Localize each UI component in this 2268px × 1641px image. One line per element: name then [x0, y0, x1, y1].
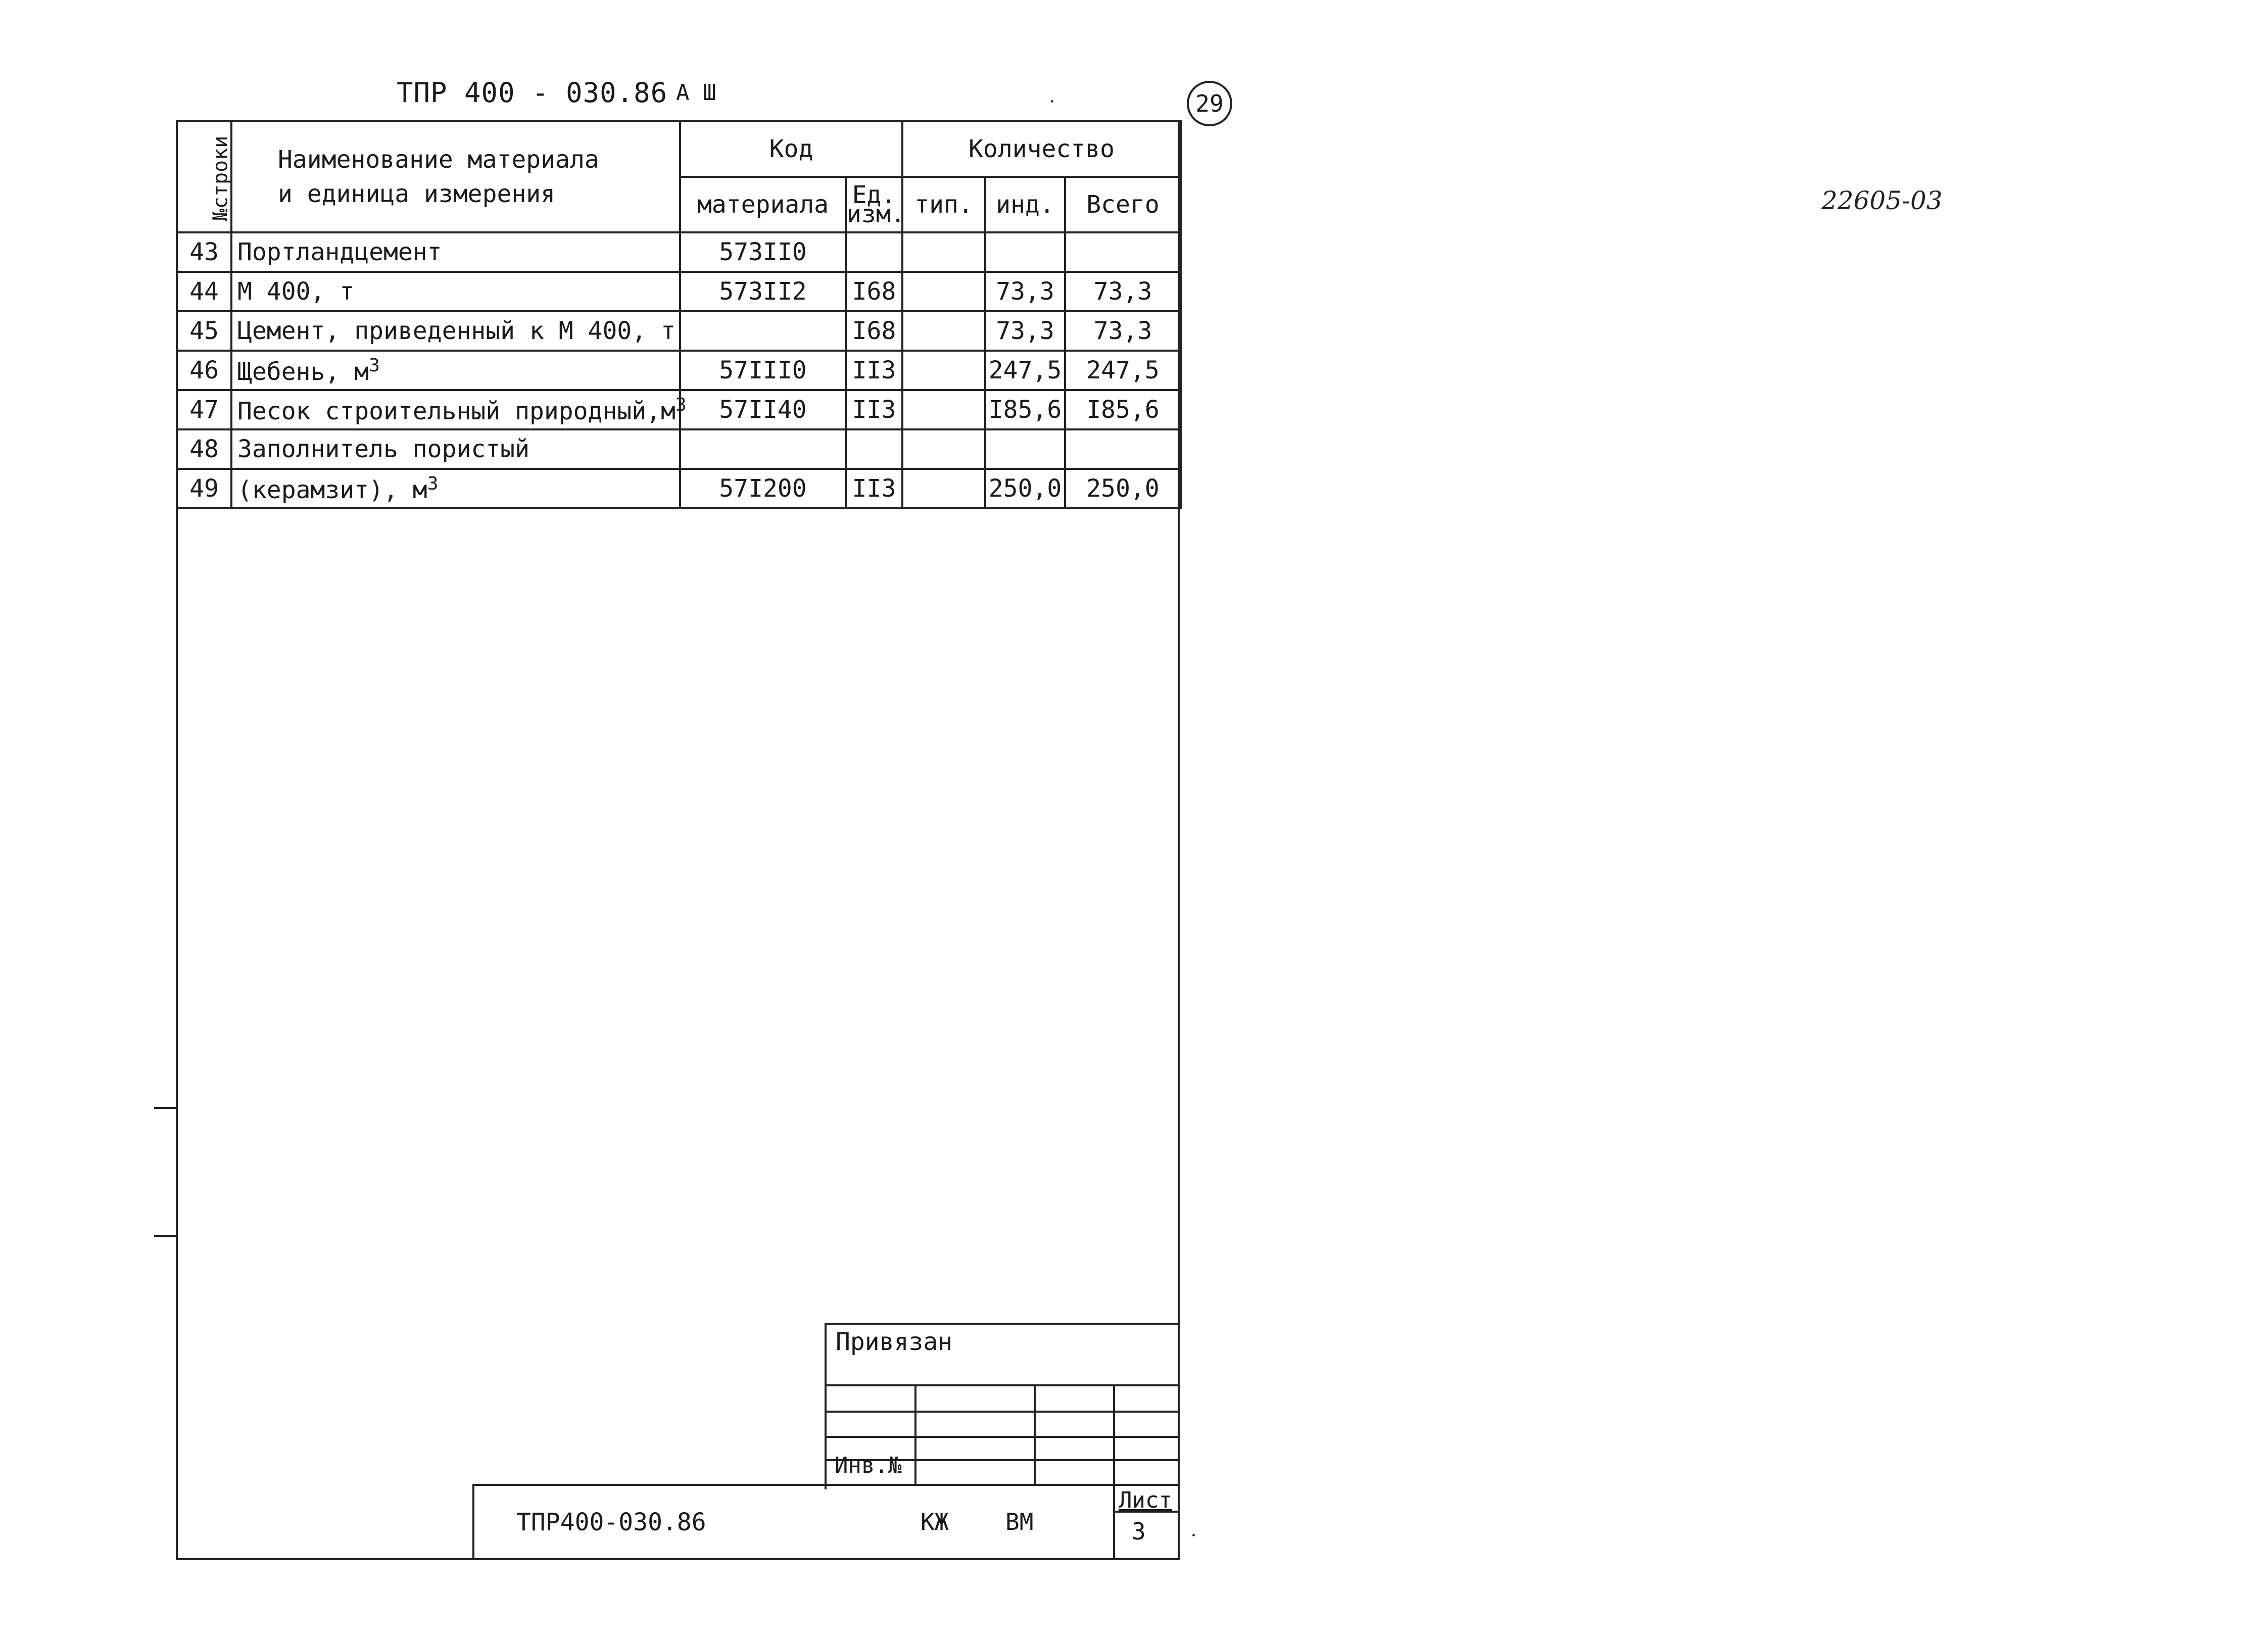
typ-quantity-cell: [902, 311, 985, 351]
ind-quantity-cell: 250,0: [985, 469, 1065, 508]
margin-tick: [154, 1107, 177, 1109]
table-header-row: [177, 121, 1181, 177]
speck: [1051, 100, 1053, 103]
table-row: [177, 351, 1181, 390]
rule: [825, 1384, 1180, 1386]
unit-exponent: 3: [427, 473, 439, 494]
header-code-group: Код: [680, 121, 902, 177]
header-quantity-group: Количество: [902, 121, 1181, 177]
typ-quantity-cell: [902, 390, 985, 429]
attached-label: Привязан: [836, 1328, 953, 1356]
material-code-cell: 57III0: [680, 351, 846, 390]
total-quantity-cell: 73,3: [1065, 311, 1181, 351]
rule: [1034, 1384, 1036, 1485]
page-number-badge: 29: [1187, 81, 1232, 126]
material-code-cell: 57II40: [680, 390, 846, 429]
unit-code-cell: I68: [846, 272, 902, 311]
rule: [472, 1484, 1180, 1486]
sheet-mark: А Ш: [676, 80, 716, 106]
material-name-cell: (керамзит), $м^3$: [231, 469, 680, 508]
material-code-cell: [680, 311, 846, 351]
rule: [825, 1411, 1180, 1413]
header-material-code: материала: [680, 177, 846, 232]
ind-quantity-cell: [985, 429, 1065, 469]
material-name-cell: Цемент, приведенный к М 400, т: [231, 311, 680, 351]
unit-code-cell: [846, 429, 902, 469]
table-row: [177, 232, 1181, 272]
header-ind: инд.: [985, 177, 1065, 232]
unit-code-cell: I68: [846, 311, 902, 351]
table-row: [177, 469, 1181, 508]
title-mark-kzh: КЖ: [921, 1508, 949, 1535]
ind-quantity-cell: I85,6: [985, 390, 1065, 429]
header-unit: Ед. изм.: [846, 177, 902, 232]
speck: [1192, 1534, 1195, 1536]
header-typ: тип.: [902, 177, 985, 232]
material-name-cell: Заполнитель пористый: [231, 429, 680, 469]
ind-quantity-cell: 73,3: [985, 311, 1065, 351]
rule: [825, 1323, 1180, 1325]
inventory-label: Инв.№: [835, 1453, 902, 1478]
unit-code-cell: II3: [846, 351, 902, 390]
row-number-cell: 44: [177, 272, 231, 311]
material-code-cell: [680, 429, 846, 469]
title-mark-vm: ВМ: [1005, 1508, 1034, 1535]
total-quantity-cell: 247,5: [1065, 351, 1181, 390]
ind-quantity-cell: [985, 232, 1065, 272]
total-quantity-cell: [1065, 429, 1181, 469]
material-code-cell: 57I200: [680, 469, 846, 508]
frame-bottom-border: [176, 1558, 1180, 1560]
table-row: [177, 429, 1181, 469]
header-row-number: №строки: [177, 121, 231, 232]
typ-quantity-cell: [902, 469, 985, 508]
table-row: [177, 390, 1181, 429]
header-total: Всего: [1065, 177, 1181, 232]
unit-code-cell: II3: [846, 390, 902, 429]
typ-quantity-cell: [902, 351, 985, 390]
table-row: [177, 311, 1181, 351]
total-quantity-cell: 73,3: [1065, 272, 1181, 311]
typ-quantity-cell: [902, 232, 985, 272]
row-number-cell: 46: [177, 351, 231, 390]
row-number-cell: 43: [177, 232, 231, 272]
ind-quantity-cell: 73,3: [985, 272, 1065, 311]
unit-exponent: 3: [675, 394, 687, 415]
sheet-label: Лист: [1119, 1487, 1172, 1513]
material-name-cell: Песок строительный $природный,м^3$: [231, 390, 680, 429]
material-name-cell: Щебень, $м^3$: [231, 351, 680, 390]
rule: [825, 1323, 827, 1489]
material-code-cell: 573II0: [680, 232, 846, 272]
row-number-cell: 49: [177, 469, 231, 508]
sheet-number: 3: [1132, 1518, 1146, 1545]
handwritten-reference: 22605-03: [1821, 186, 1943, 215]
rule: [825, 1436, 1180, 1438]
material-name-cell: Портландцемент: [231, 232, 680, 272]
rule: [914, 1384, 916, 1485]
row-number-cell: 47: [177, 390, 231, 429]
typ-quantity-cell: [902, 429, 985, 469]
rule: [1113, 1484, 1115, 1560]
document-code: ТПР 400 - 030.86: [397, 77, 668, 109]
unit-exponent: 3: [369, 355, 380, 376]
material-name-cell: М 400, т: [231, 272, 680, 311]
row-number-cell: 48: [177, 429, 231, 469]
rule: [1113, 1384, 1115, 1485]
table-row: [177, 272, 1181, 311]
margin-tick: [154, 1235, 177, 1237]
title-document-code: ТПР400-030.86: [516, 1508, 706, 1536]
typ-quantity-cell: [902, 272, 985, 311]
unit-code-cell: [846, 232, 902, 272]
rule: [472, 1484, 474, 1560]
header-material-name: Наименование материала и единица измерения: [231, 121, 680, 232]
total-quantity-cell: 250,0: [1065, 469, 1181, 508]
total-quantity-cell: [1065, 232, 1181, 272]
row-number-cell: 45: [177, 311, 231, 351]
materials-table: [176, 120, 1182, 509]
material-code-cell: 573II2: [680, 272, 846, 311]
ind-quantity-cell: 247,5: [985, 351, 1065, 390]
unit-code-cell: II3: [846, 469, 902, 508]
total-quantity-cell: I85,6: [1065, 390, 1181, 429]
